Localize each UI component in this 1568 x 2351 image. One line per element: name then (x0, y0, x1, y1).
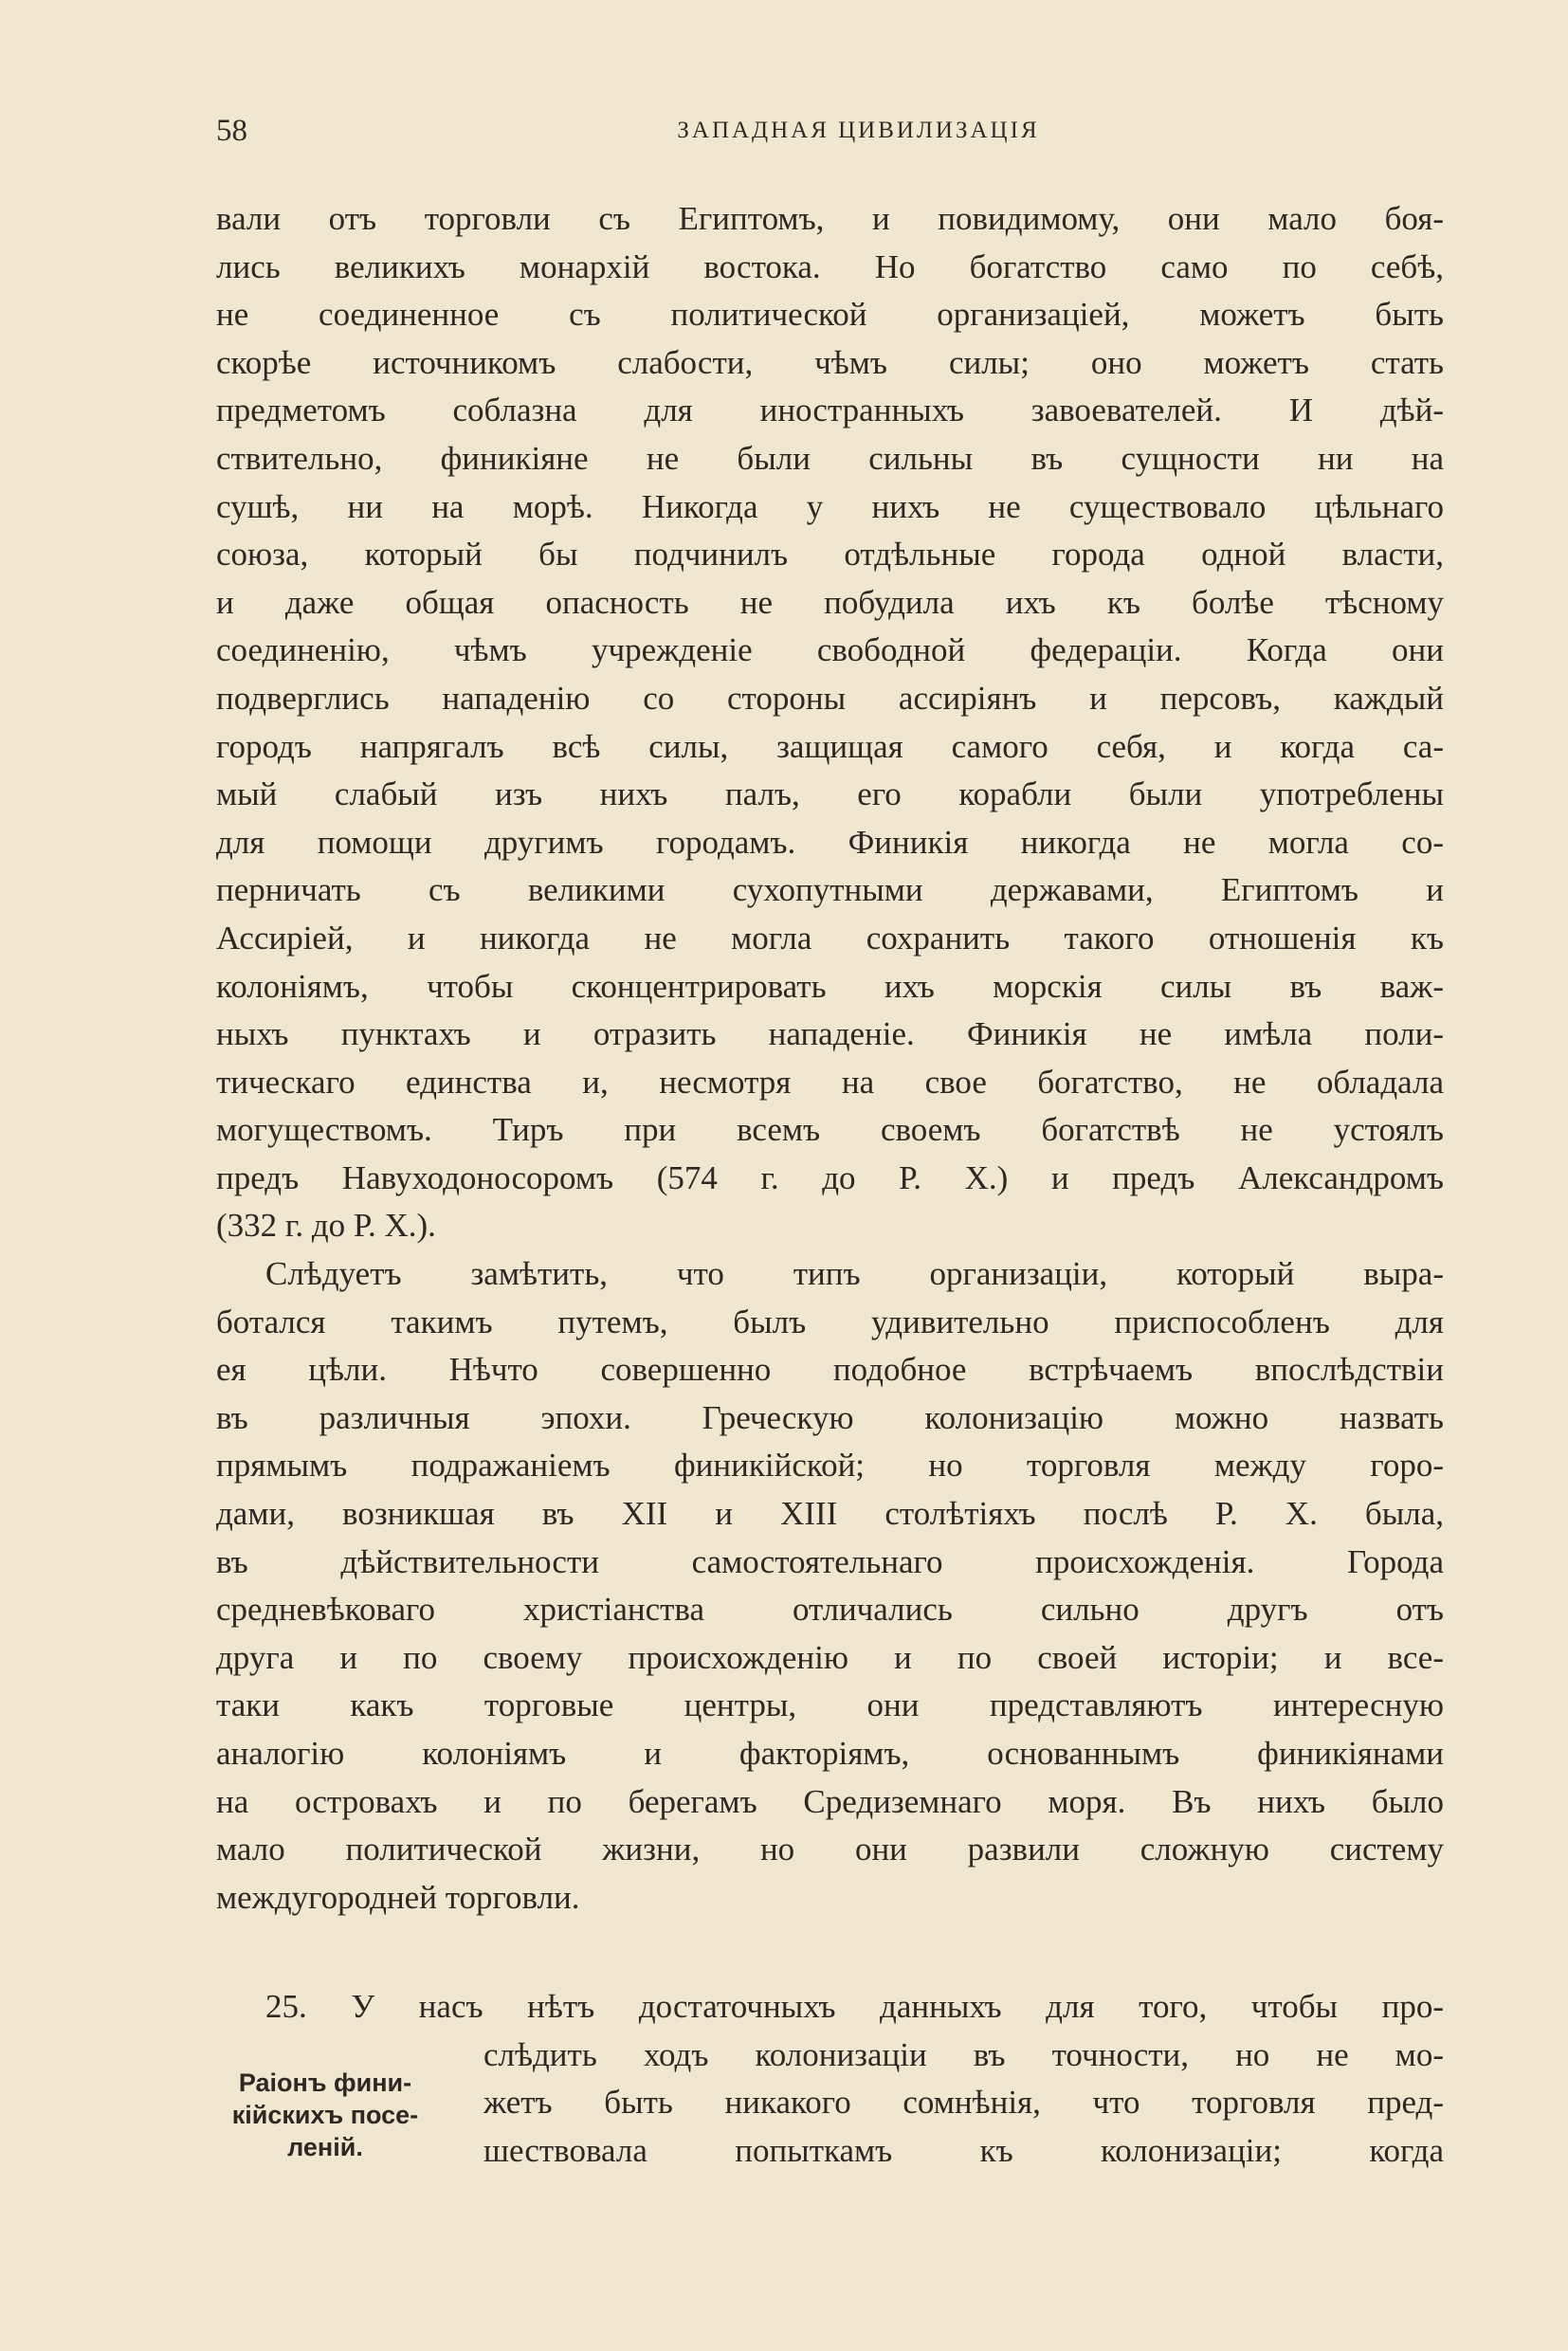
text-line: не соединенное съ политической организаціей, можетъ быть (216, 296, 1444, 334)
paragraph-2 (216, 1250, 1444, 1922)
text-line: и даже общая опасность не побудила ихъ къ болѣе тѣсному (216, 583, 1444, 621)
text-line: колоніямъ, чтобы сконцентрировать ихъ морскія силы въ важ- (216, 967, 1444, 1005)
text-line: ствительно, финикіяне не были сильны въ сущности ни на (216, 439, 1444, 477)
text-line: союза, который бы подчинилъ отдѣльные города одной власти, (216, 536, 1444, 574)
text-line: предметомъ соблазна для иностранныхъ завоевателей. И дѣй- (216, 392, 1444, 429)
text-line: предъ Навуходоносоромъ (574 г. до Р. Х.) и предъ Александромъ (216, 1158, 1444, 1196)
text-line: Ассиріей, и никогда не могла сохранить такого отношенія къ (216, 919, 1444, 957)
paragraph-1 (216, 195, 1444, 1250)
text-line: Слѣдуетъ замѣтить, что типъ организаціи, который выра- (265, 1255, 1444, 1293)
text-line: въ различныя эпохи. Греческую колонизацію можно назвать (216, 1398, 1444, 1436)
text-line: на островахъ и по берегамъ Средиземнаго моря. Въ нихъ было (216, 1782, 1444, 1820)
text-line: дами, возникшая въ XII и XIII столѣтіяхъ послѣ Р. Х. была, (216, 1495, 1444, 1533)
text-line: междугородней торговли. (216, 1878, 580, 1916)
text-line: слѣдить ходъ колонизаціи въ точности, но не мо- (483, 2035, 1444, 2073)
running-title: ЗАПАДНАЯ ЦИВИЛИЗАЦІЯ (677, 118, 1040, 143)
text-line: мый слабый изъ нихъ палъ, его корабли были употреблены (216, 775, 1444, 813)
margin-note (214, 2067, 436, 2163)
margin-note-line: леній. (287, 2133, 363, 2161)
text-line: соединенію, чѣмъ учрежденіе свободной федераціи. Когда они (216, 631, 1444, 669)
section-first-line: 25. У насъ нѣтъ достаточныхъ данныхъ для того, чтобы про- (265, 1988, 1444, 2025)
text-line: въ дѣйствительности самостоятельнаго происхожденія. Города (216, 1542, 1444, 1580)
text-line: ныхъ пунктахъ и отразить нападеніе. Финикія не имѣла поли- (216, 1015, 1444, 1053)
text-line: вали отъ торговли съ Египтомъ, и повидимому, они мало боя- (216, 200, 1444, 237)
main-text (216, 195, 1444, 1922)
text-line: прямымъ подражаніемъ финикійской; но торговля между горо- (216, 1447, 1444, 1485)
text-line: жетъ быть никакого сомнѣнія, что торговля пред- (483, 2084, 1444, 2122)
text-line: перничать съ великими сухопутными державами, Египтомъ и (216, 871, 1444, 909)
text-line: шествовала попыткамъ къ колонизаціи; когда (483, 2131, 1444, 2169)
page-header (216, 114, 1444, 152)
page-number: 58 (216, 114, 247, 148)
text-line: лись великихъ монархій востока. Но богатство само по себѣ, (216, 247, 1444, 285)
text-line: друга и по своему происхожденію и по своей исторіи; и все- (216, 1638, 1444, 1676)
margin-note-line: Раіонъ фини- (238, 2069, 412, 2097)
text-line: могуществомъ. Тиръ при всемъ своемъ богатствѣ не устоялъ (216, 1111, 1444, 1149)
text-line: городъ напрягалъ всѣ силы, защищая самого себя, и когда са- (216, 727, 1444, 765)
text-line: средневѣковаго христіанства отличались сильно другъ отъ (216, 1591, 1444, 1629)
margin-note-line: кійскихъ посе- (231, 2101, 419, 2129)
text-line: подверглись нападенію со стороны ассиріянъ и персовъ, каждый (216, 679, 1444, 717)
text-line: ботался такимъ путемъ, былъ удивительно приспособленъ для (216, 1303, 1444, 1340)
text-line: (332 г. до Р. Х.). (216, 1207, 436, 1245)
text-line: таки какъ торговые центры, они представляютъ интересную (216, 1686, 1444, 1724)
text-line: для помощи другимъ городамъ. Финикія никогда не могла со- (216, 823, 1444, 861)
text-line: мало политической жизни, но они развили сложную систему (216, 1831, 1444, 1868)
text-line: тическаго единства и, несмотря на свое богатство, не обладала (216, 1063, 1444, 1101)
text-line: скорѣе источникомъ слабости, чѣмъ силы; оно можетъ стать (216, 343, 1444, 381)
text-line: сушѣ, ни на морѣ. Никогда у нихъ не существовало цѣльнаго (216, 487, 1444, 525)
text-line: ея цѣли. Нѣчто совершенно подобное встрѣчаемъ впослѣдствіи (216, 1351, 1444, 1389)
text-line: аналогію колоніямъ и факторіямъ, основаннымъ финикіянами (216, 1735, 1444, 1772)
